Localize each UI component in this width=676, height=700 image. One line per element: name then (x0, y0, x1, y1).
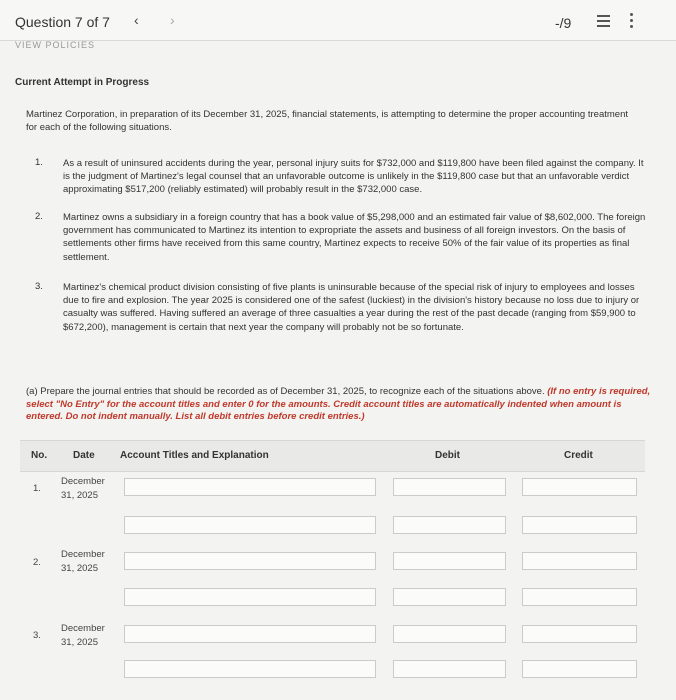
entry-number: 1. (33, 483, 41, 494)
top-bar (0, 0, 676, 41)
debit-input[interactable] (393, 478, 506, 496)
account-title-input[interactable] (124, 588, 376, 606)
part-a-emphasis: (If no entry is required, select "No Entry" for the account titles and enter 0 for the amounts. Credit account titles are automatically indented when amount is entered. Do not indent manually. List all debit entries before credit entries.) (26, 386, 651, 423)
item-number: 2. (35, 211, 43, 222)
entry-date (61, 548, 105, 576)
col-debit: Debit (435, 450, 460, 461)
date-line: 31, 2025 (61, 637, 98, 648)
col-credit: Credit (564, 450, 593, 461)
col-date: Date (73, 450, 95, 461)
entry-date (61, 475, 105, 503)
date-line: December (61, 476, 105, 487)
view-policies-link[interactable]: VIEW POLICIES (15, 41, 96, 49)
debit-input[interactable] (393, 588, 506, 606)
question-label: Question 7 of 7 (15, 14, 110, 30)
item-number: 3. (35, 281, 43, 292)
account-title-input[interactable] (124, 625, 376, 643)
debit-input[interactable] (393, 516, 506, 534)
item-text: Martinez owns a subsidiary in a foreign country that has a book value of $5,298,000 and an estimated fair value of $8,602,000. The foreign government has communicated to Martinez its intention to expropriate the assets and business of all foreign investors. On the basis of settlements other firms have received from this same country, Martinez expects to receive 50% of the fair value of its properties as final settlement. (63, 212, 646, 263)
item-text: Martinez's chemical product division consisting of five plants is uninsurable because of the special risk of injury to employees and losses due to fire and explosion. The year 2025 is considered one of the safest (luckiest) in the division's history because no loss due to injury or casualty was suffered. Having suffered an average of three casualties a year during the rest of the past decade (ranging from $59,900 to $672,200), management is certain that next year the company will probably not be so fortunate. (63, 282, 640, 333)
credit-input[interactable] (522, 625, 637, 643)
problem-intro: Martinez Corporation, in preparation of its December 31, 2025, financial statements, is attempting to determine the proper accounting treatment for each of the following situations. (26, 109, 628, 133)
debit-input[interactable] (393, 625, 506, 643)
chevron-left-icon[interactable]: ‹ (134, 12, 139, 28)
entry-number: 3. (33, 630, 41, 641)
part-a-text: (a) Prepare the journal entries that should be recorded as of December 31, 2025, to recognize each of the situations above. (26, 386, 545, 397)
chevron-right-icon[interactable]: › (170, 12, 175, 28)
col-account: Account Titles and Explanation (120, 450, 269, 461)
date-line: December (61, 549, 105, 560)
score-display: -/9 (555, 15, 572, 31)
more-options-icon[interactable] (630, 13, 633, 31)
credit-input[interactable] (522, 588, 637, 606)
debit-input[interactable] (393, 552, 506, 570)
item-number: 1. (35, 157, 43, 168)
entry-number: 2. (33, 557, 41, 568)
debit-input[interactable] (393, 660, 506, 678)
col-no: No. (31, 450, 48, 461)
attempt-status: Current Attempt in Progress (15, 77, 150, 88)
account-title-input[interactable] (124, 660, 376, 678)
credit-input[interactable] (522, 478, 637, 496)
list-icon[interactable] (597, 15, 610, 30)
date-line: December (61, 623, 105, 634)
date-line: 31, 2025 (61, 563, 98, 574)
account-title-input[interactable] (124, 478, 376, 496)
credit-input[interactable] (522, 552, 637, 570)
credit-input[interactable] (522, 516, 637, 534)
part-a-instructions (26, 386, 651, 424)
item-text: As a result of uninsured accidents during the year, personal injury suits for $732,000 and $119,800 have been filed against the company. It is the judgment of Martinez's legal counsel that an unfavorable outcome is unlikely in the $119,800 case but that an unfavorable verdict approximating $517,200 (reliably estimated) will probably result in the $732,000 case. (63, 158, 644, 196)
account-title-input[interactable] (124, 552, 376, 570)
journal-table-header (20, 440, 645, 472)
date-line: 31, 2025 (61, 490, 98, 501)
credit-input[interactable] (522, 660, 637, 678)
entry-date (61, 622, 105, 650)
account-title-input[interactable] (124, 516, 376, 534)
